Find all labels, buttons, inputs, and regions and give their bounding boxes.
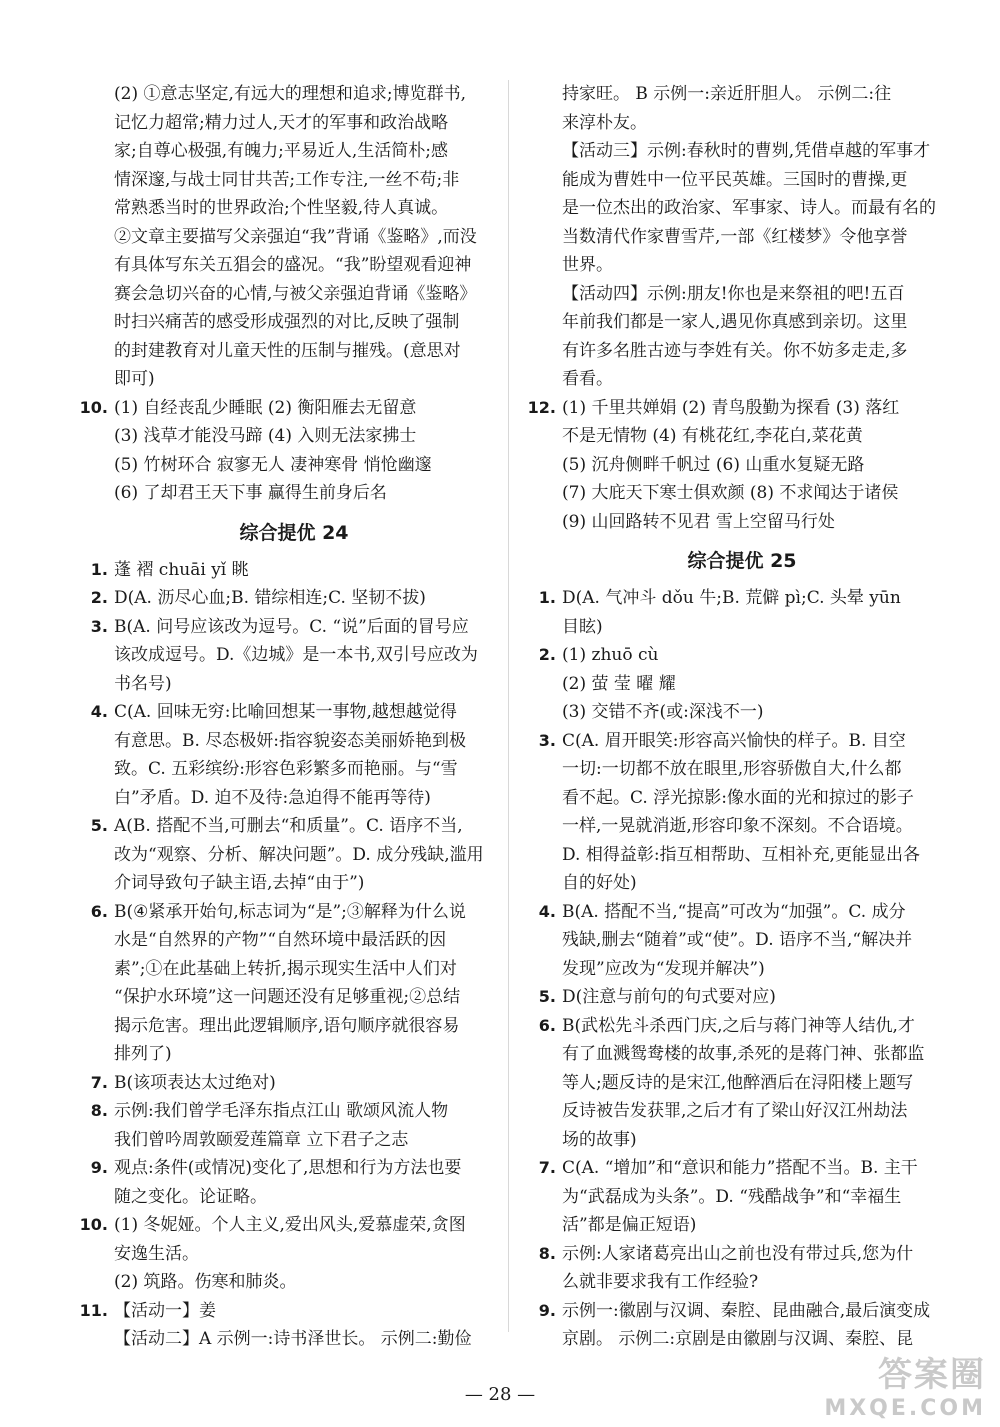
item-number: 7. — [90, 1072, 108, 1092]
left-column — [74, 80, 514, 1354]
text-line: 时扫兴痛苦的感受形成强烈的对比,反映了强制 — [114, 312, 460, 332]
right-column — [522, 80, 962, 1354]
answer-item — [522, 727, 962, 898]
text-line: 不是无情物 (4) 有桃花红,李花白,菜花黄 — [562, 426, 863, 446]
answer-item — [522, 584, 962, 641]
text-line: 记忆力超常;精力过人,天才的军事和政治战略 — [114, 112, 449, 133]
answer-item — [522, 641, 962, 727]
text-line: 蓬 褶 chuāi yǐ 眺 — [114, 559, 249, 580]
item-number: 11. — [79, 1300, 108, 1320]
text-line: (5) 沉舟侧畔千帆过 (6) 山重水复疑无路 — [562, 454, 865, 475]
item-number: 6. — [90, 901, 108, 921]
answer-item — [74, 1154, 514, 1211]
answer-item — [74, 584, 514, 613]
text-line: 【活动三】示例:春秋时的曹刿,凭借卓越的军事才 — [562, 141, 931, 161]
text-line: “保护水环境”这一问题还没有足够重视;②总结 — [114, 987, 461, 1007]
text-line: 书名号) — [114, 673, 172, 694]
text-line: (7) 大庇天下寒士俱欢颜 (8) 不求闻达于诸侯 — [562, 483, 899, 503]
item-text — [562, 1297, 962, 1354]
answer-item — [522, 983, 962, 1012]
item-number — [522, 80, 562, 394]
item-text — [562, 641, 962, 727]
item-number: 12. — [527, 397, 556, 417]
text-line: 有意思。B. 尽态极妍:指容貌姿态美丽娇艳到极 — [114, 730, 467, 751]
text-line: 的封建教育对儿童天性的压制与摧残。(意思对 — [114, 340, 461, 361]
text-line: (9) 山回路转不见君 雪上空留马行处 — [562, 511, 835, 532]
item-text — [114, 1297, 514, 1354]
text-line: B(A. 搭配不当,“提高”可改为“加强”。C. 成分 — [562, 901, 906, 922]
text-line: 世界。 — [562, 255, 613, 275]
item-text — [114, 556, 514, 585]
section-title: 综合提优 25 — [687, 550, 797, 572]
page-number: — 28 — — [464, 1384, 536, 1405]
text-line: 有了血溅鸳鸯楼的故事,杀死的是蒋门神、张都监 — [562, 1044, 925, 1064]
answer-item — [522, 80, 962, 394]
item-number: 10. — [79, 397, 108, 417]
watermark-logo — [824, 1347, 986, 1421]
watermark-line2: MXQE.COM — [824, 1396, 986, 1421]
item-number: 7. — [538, 1158, 556, 1177]
text-line: (1) 自经丧乱少睡眠 (2) 衡阳雁去无留意 — [114, 397, 417, 418]
item-text — [114, 898, 514, 1069]
item-text — [562, 727, 962, 898]
answer-item — [74, 1297, 514, 1354]
answer-item — [74, 394, 514, 508]
text-line: (3) 浅草才能没马蹄 (4) 入则无法家拂士 — [114, 426, 417, 446]
answer-item — [74, 1097, 514, 1154]
text-line: 示例:我们曾学毛泽东指点江山 歌颂风流人物 — [114, 1101, 449, 1121]
item-text — [562, 1012, 962, 1155]
text-line: 介词导致句子缺主语,去掉“由于”) — [114, 873, 365, 893]
section-title: 综合提优 24 — [239, 521, 349, 544]
text-line: 一切:一切都不放在眼里,形容骄傲自大,什么都 — [562, 759, 902, 779]
item-number: 8. — [90, 1101, 108, 1120]
item-number: 9. — [90, 1158, 108, 1177]
item-text — [114, 613, 514, 699]
text-line: 目眩) — [562, 616, 603, 637]
item-number: 1. — [538, 588, 556, 607]
item-number: 1. — [90, 559, 108, 579]
item-number — [74, 80, 114, 394]
answer-item — [522, 1240, 962, 1297]
item-number: 8. — [538, 1243, 556, 1263]
item-number: 9. — [538, 1300, 556, 1320]
text-line: 残缺,删去“随着”或“使”。D. 语序不当,“解决并 — [562, 930, 913, 950]
text-line: 发现”应改为“发现并解决”) — [562, 958, 765, 979]
text-line: 看不起。C. 浮光掠影:像水面的光和掠过的影子 — [562, 787, 914, 808]
text-line: 揭示危害。理出此逻辑顺序,语句顺序就很容易 — [114, 1015, 460, 1036]
text-line: 么就非要求我有工作经验? — [562, 1272, 759, 1292]
item-text — [562, 394, 962, 537]
text-line: 即可) — [114, 369, 155, 389]
item-text — [562, 983, 962, 1012]
text-line: 【活动二】A 示例一:诗书泽世长。 示例二:勤俭 — [114, 1329, 472, 1349]
text-line: B(该项表达太过绝对) — [114, 1072, 276, 1093]
text-line: 致。C. 五彩缤纷:形容色彩繁多而艳丽。与“雪 — [114, 759, 458, 779]
item-number: 3. — [90, 616, 108, 636]
item-text — [114, 394, 514, 508]
text-line: C(A. “增加”和“意识和能力”搭配不当。B. 主干 — [562, 1158, 918, 1178]
item-number: 4. — [538, 901, 556, 921]
item-text — [114, 812, 514, 898]
text-line: C(A. 回味无穷:比喻回想某一事物,越想越觉得 — [114, 702, 457, 722]
text-line: 水是“自然界的产物”“自然环境中最活跃的因 — [114, 930, 447, 950]
item-text — [114, 584, 514, 613]
text-line: 该改成逗号。D.《边城》是一本书,双引号应改为 — [114, 645, 478, 665]
item-text — [562, 584, 962, 641]
text-line: 常熟悉当时的世界政治;个性坚毅,待人真诚。 — [114, 198, 449, 218]
text-line: 能成为曹姓中一位平民英雄。三国时的曹操,更 — [562, 169, 908, 190]
item-text — [562, 898, 962, 984]
text-line: 反诗被告发获罪,之后才有了梁山好汉江州劫法 — [562, 1101, 908, 1121]
item-text — [562, 1154, 962, 1240]
text-line: (1) 冬妮娅。个人主义,爱出风头,爱慕虚荣,贪图 — [114, 1215, 466, 1235]
text-line: 我们曾吟周敦颐爱莲篇章 立下君子之志 — [114, 1129, 409, 1150]
text-line: D(注意与前句的句式要对应) — [562, 987, 776, 1007]
item-number: 5. — [538, 987, 556, 1006]
item-number: 2. — [538, 645, 556, 664]
text-line: 改为“观察、分析、解决问题”。D. 成分残缺,滥用 — [114, 844, 484, 865]
text-line: 年前我们都是一家人,遇见你真感到亲切。这里 — [562, 312, 908, 332]
text-line: 是一位杰出的政治家、军事家、诗人。而最有名的 — [562, 198, 936, 218]
watermark-line1: 答案圈 — [878, 1355, 986, 1395]
text-line: (1) zhuō cù — [562, 645, 659, 665]
item-number: 10. — [79, 1215, 108, 1234]
text-line: 素”;①在此基础上转折,揭示现实生活中人们对 — [114, 958, 457, 979]
text-line: 场的故事) — [562, 1129, 637, 1150]
text-line: 为“武磊成为头条”。D. “残酷战争”和“幸福生 — [562, 1186, 902, 1207]
text-line: 一样,一晃就消逝,形容印象不深刻。不合语境。 — [562, 816, 913, 836]
item-text — [114, 698, 514, 812]
text-line: D(A. 气冲斗 dǒu 牛;B. 荒僻 pì;C. 头晕 yūn — [562, 588, 901, 608]
answer-item — [522, 394, 962, 537]
item-number: 5. — [90, 816, 108, 835]
text-line: D. 相得益彰:指互相帮助、互相补充,更能显出各 — [562, 844, 920, 865]
text-line: 【活动四】示例:朋友!你也是来祭祖的吧!五百 — [562, 283, 905, 304]
text-line: 【活动一】姜 — [114, 1300, 216, 1321]
answer-item — [74, 898, 514, 1069]
text-line: 示例一:徽剧与汉调、秦腔、昆曲融合,最后演变成 — [562, 1300, 931, 1321]
answer-item — [74, 1069, 514, 1098]
text-line: 示例:人家诸葛亮出山之前也没有带过兵,您为什 — [562, 1243, 914, 1264]
answer-item — [522, 898, 962, 984]
item-text — [114, 1211, 514, 1297]
answer-item — [74, 613, 514, 699]
text-line: (3) 交错不齐(或:深浅不一) — [562, 702, 764, 722]
text-line: 来淳朴友。 — [562, 112, 647, 133]
text-line: 有许多名胜古迹与李姓有关。你不妨多走走,多 — [562, 340, 908, 361]
text-line: B(A. 问号应该改为逗号。C. “说”后面的冒号应 — [114, 616, 469, 637]
text-line: 家;自尊心极强,有魄力;平易近人,生活简朴;感 — [114, 141, 448, 161]
item-text — [114, 1069, 514, 1098]
text-line: 看看。 — [562, 369, 613, 389]
text-line: 安逸生活。 — [114, 1243, 199, 1264]
answer-item — [74, 556, 514, 585]
item-text — [562, 1240, 962, 1297]
text-line: ②文章主要描写父亲强迫“我”背诵《鉴略》,而没 — [114, 226, 477, 247]
item-number: 2. — [90, 588, 108, 607]
answer-item — [74, 80, 514, 394]
item-text — [114, 1097, 514, 1154]
text-line: 情深邃,与战士同甘共苦;工作专注,一丝不苟;非 — [114, 169, 460, 190]
text-line: 当数清代作家曹雪芹,一部《红楼梦》令他享誉 — [562, 226, 908, 247]
text-line: D(A. 沥尽心血;B. 错综相连;C. 坚韧不拔) — [114, 588, 426, 608]
text-line: 有具体写东关五猖会的盛况。“我”盼望观看迎神 — [114, 255, 472, 275]
text-line: 观点:条件(或情况)变化了,思想和行为方法也要 — [114, 1158, 462, 1178]
text-line: (6) 了却君王天下事 赢得生前身后名 — [114, 483, 387, 503]
text-line: 排列了) — [114, 1044, 172, 1064]
item-text — [562, 80, 962, 394]
answer-item — [74, 1211, 514, 1297]
item-text — [114, 1154, 514, 1211]
answer-item — [522, 1012, 962, 1155]
text-line: A(B. 搭配不当,可删去“和质量”。C. 语序不当, — [114, 816, 463, 836]
text-line: B(④紧承开始句,标志词为“是”;③解释为什么说 — [114, 901, 466, 922]
text-line: 赛会急切兴奋的心情,与被父亲强迫背诵《鉴略》 — [114, 283, 477, 304]
text-line: (2) ①意志坚定,有远大的理想和追求;博览群书, — [114, 84, 467, 104]
answer-item — [522, 1154, 962, 1240]
item-text — [114, 80, 514, 394]
text-line: (2) 萤 莹 曜 耀 — [562, 673, 676, 694]
text-line: C(A. 眉开眼笑:形容高兴愉快的样子。B. 目空 — [562, 730, 906, 751]
item-number: 6. — [538, 1015, 556, 1035]
text-line: (1) 千里共婵娟 (2) 青鸟殷勤为探看 (3) 落红 — [562, 397, 900, 418]
text-line: 京剧。 示例二:京剧是由徽剧与汉调、秦腔、昆 — [562, 1329, 914, 1349]
text-line: 活”都是偏正短语) — [562, 1215, 697, 1235]
item-number: 3. — [538, 730, 556, 750]
text-line: (5) 竹树环合 寂寥无人 凄神寒骨 悄怆幽邃 — [114, 454, 432, 475]
text-line: 自的好处) — [562, 873, 637, 893]
answer-item — [74, 812, 514, 898]
text-line: (2) 筑路。伤寒和肺炎。 — [114, 1272, 297, 1292]
text-line: 白”矛盾。D. 迫不及待:急迫得不能再等待) — [114, 787, 431, 808]
item-number: 4. — [90, 702, 108, 721]
answer-item — [74, 698, 514, 812]
answer-item — [522, 1297, 962, 1354]
text-line: 持家旺。 B 示例一:亲近肝胆人。 示例二:往 — [562, 84, 892, 104]
text-line: B(武松先斗杀西门庆,之后与蒋门神等人结仇,才 — [562, 1015, 915, 1036]
text-line: 随之变化。论证略。 — [114, 1186, 267, 1207]
text-line: 等人;题反诗的是宋江,他醉酒后在浔阳楼上题写 — [562, 1072, 914, 1093]
